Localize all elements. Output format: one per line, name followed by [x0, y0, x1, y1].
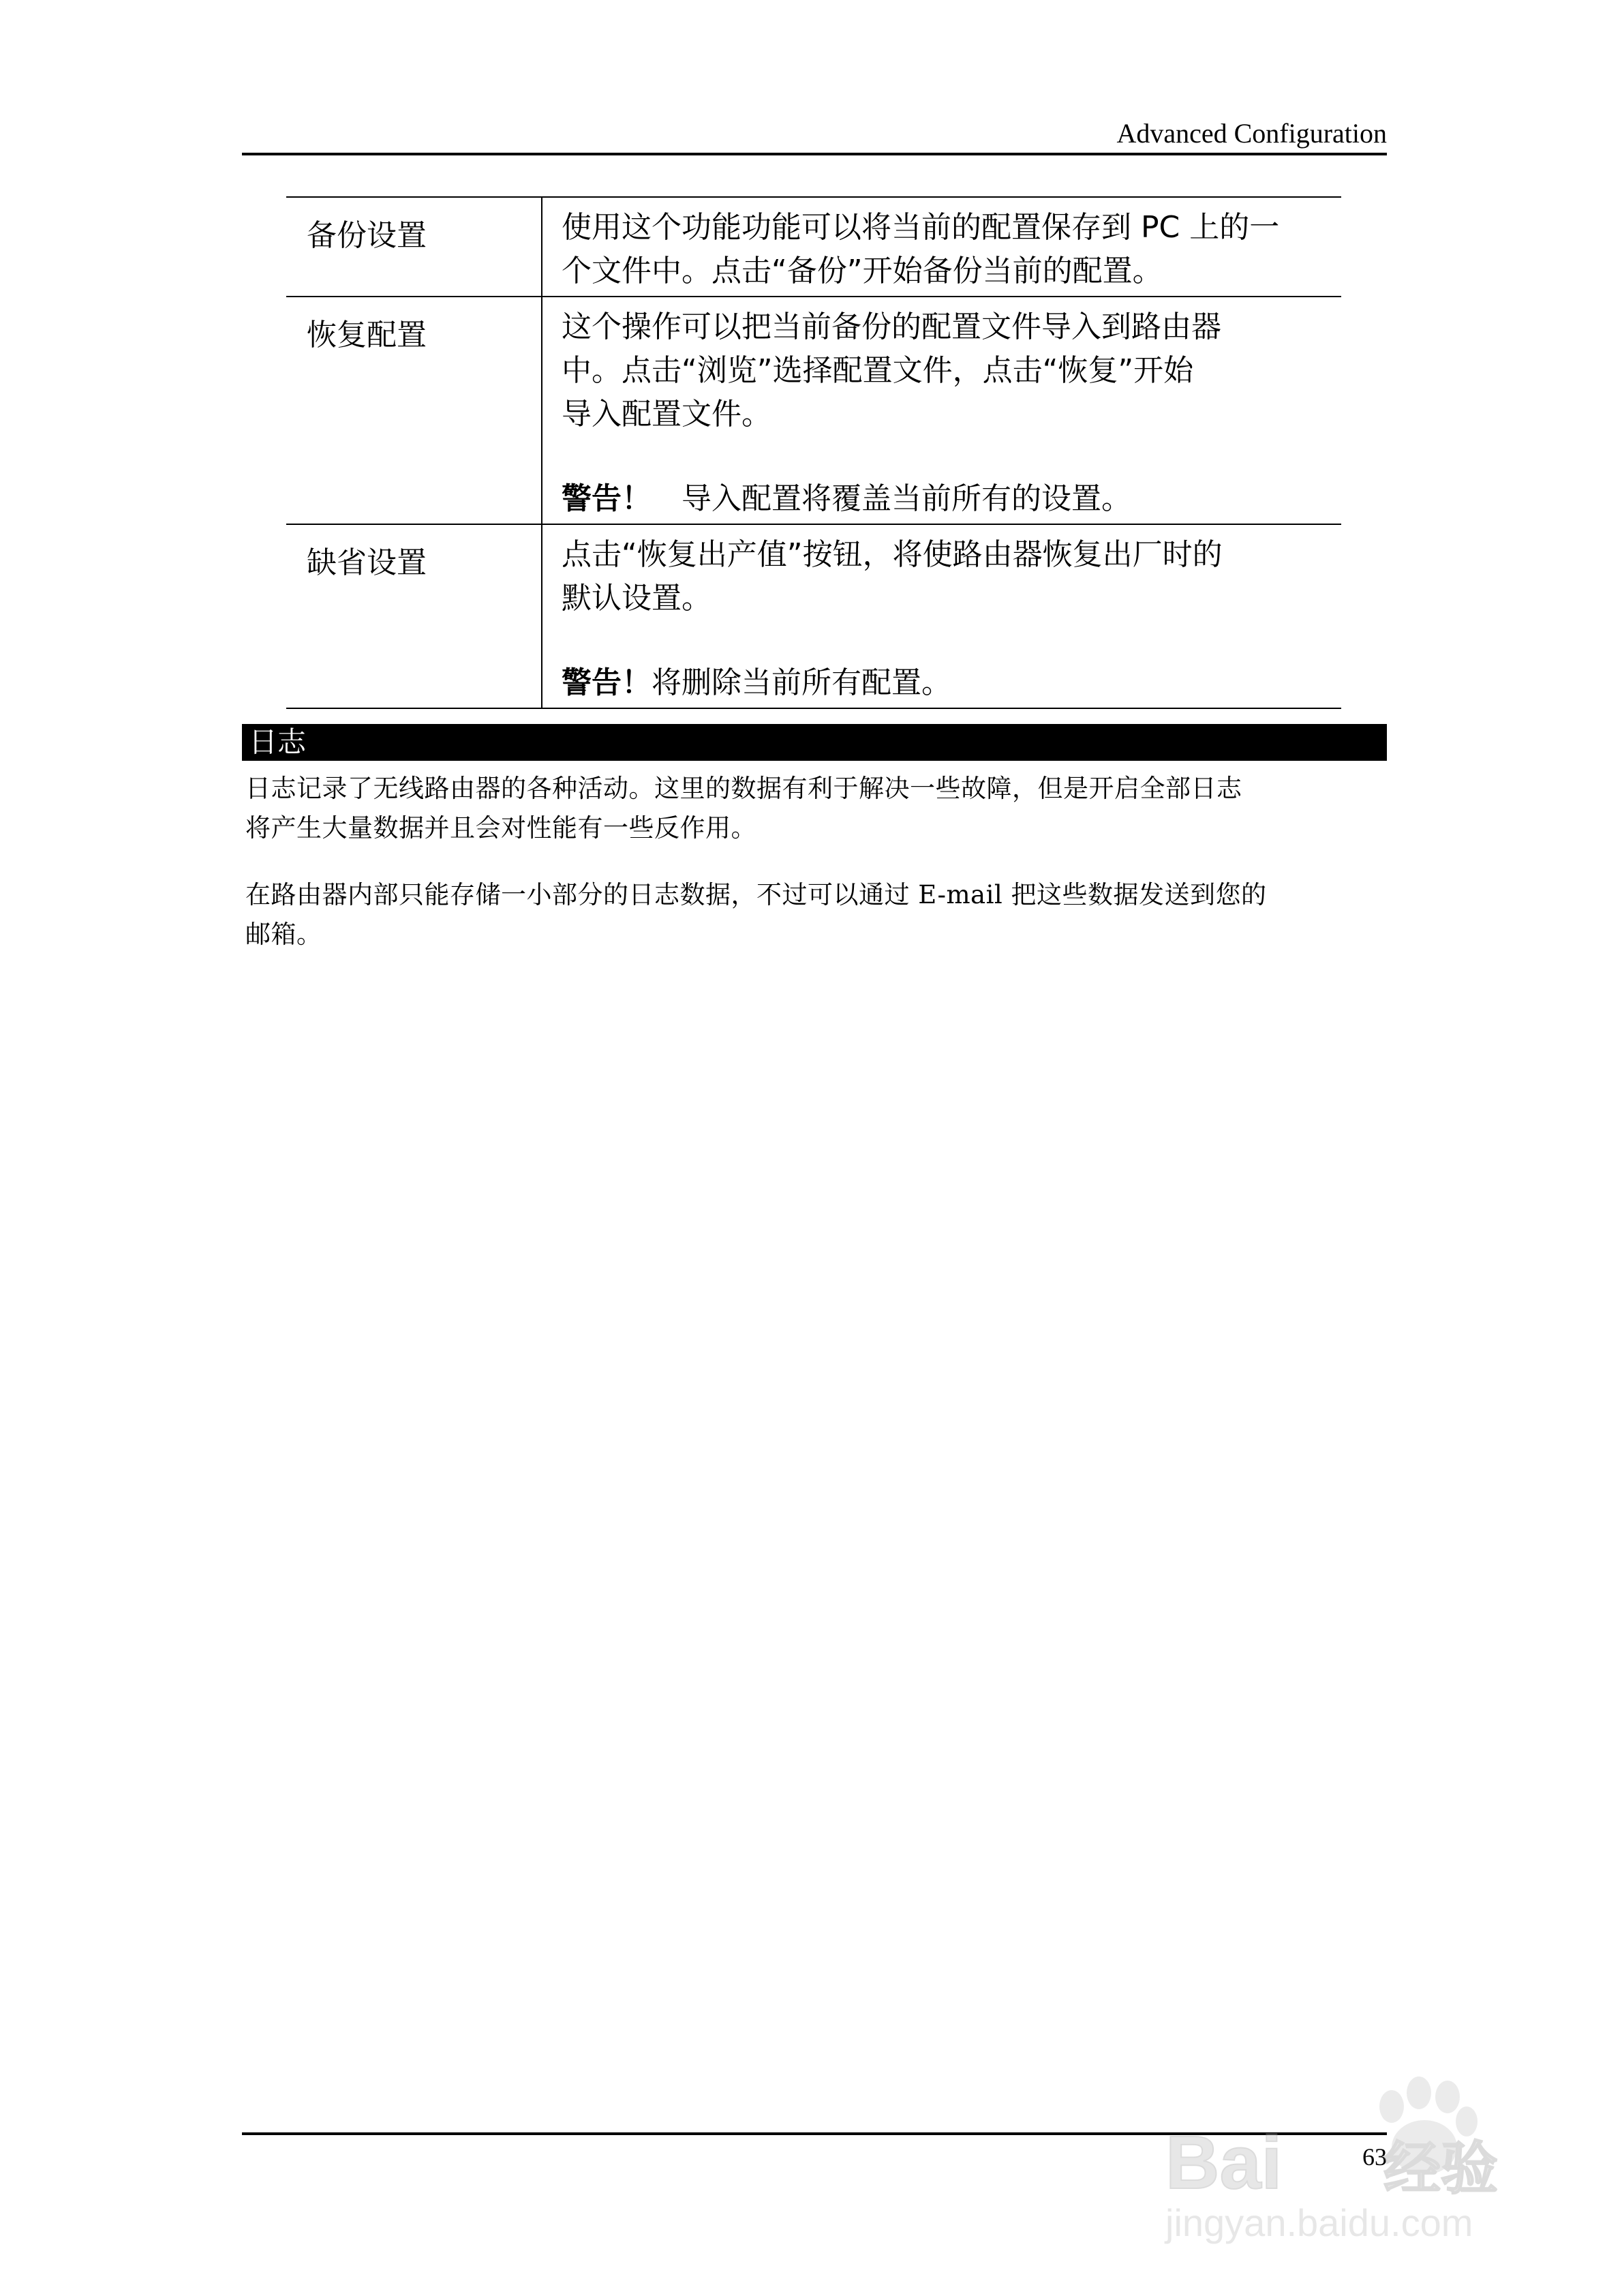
warning-label: 警告！ — [562, 665, 652, 700]
row-description — [542, 297, 1341, 524]
baidu-watermark-logo — [1152, 2045, 1533, 2250]
page-number: 63 — [1362, 2143, 1387, 2171]
description-line: 使用这个功能功能可以将当前的配置保存到 PC 上的一 — [562, 210, 1280, 245]
warning-label: 警告！ — [562, 481, 652, 516]
table-row — [286, 197, 1341, 297]
description-line: 中。点击“浏览”选择配置文件，点击“恢复”开始 — [562, 353, 1194, 388]
description-line: 这个操作可以把当前备份的配置文件导入到路由器 — [562, 309, 1221, 344]
warning-text: 导入配置将覆盖当前所有的设置。 — [652, 481, 1131, 516]
table-row — [286, 524, 1341, 708]
description-line: 点击“恢复出产值”按钮，将使路由器恢复出厂时的 — [562, 537, 1223, 572]
table-row — [286, 297, 1341, 524]
description-line: 个文件中。点击“备份”开始备份当前的配置。 — [562, 254, 1163, 288]
watermark-brand: Bai — [1165, 2121, 1283, 2205]
paw-icon — [1152, 2045, 1533, 2250]
watermark-url: jingyan.baidu.com — [1165, 2201, 1473, 2244]
watermark-brand-cn: 经验 — [1383, 2135, 1499, 2202]
description-line: 导入配置文件。 — [562, 397, 771, 432]
body-paragraph — [245, 875, 1390, 954]
paragraph-line: 日志记录了无线路由器的各种活动。这里的数据有利于解决一些故障，但是开启全部日志 — [245, 774, 1242, 803]
paragraph-gap — [562, 436, 1314, 477]
running-header: Advanced Configuration — [1116, 118, 1387, 149]
paragraph-line: 将产生大量数据并且会对性能有一些反作用。 — [245, 813, 756, 843]
section-heading-bar — [242, 724, 1387, 761]
paragraph-line: 邮箱。 — [245, 920, 322, 949]
row-label: 备份设置 — [286, 197, 542, 297]
paragraph-line: 在路由器内部只能存储一小部分的日志数据，不过可以通过 E-mail 把这些数据发送到您的 — [245, 880, 1267, 909]
settings-table — [286, 196, 1341, 709]
warning-line — [562, 661, 1314, 705]
header-rule — [242, 153, 1387, 155]
row-label: 恢复配置 — [286, 297, 542, 524]
row-description — [542, 197, 1341, 297]
warning-text: 将删除当前所有配置。 — [652, 665, 951, 700]
warning-line — [562, 477, 1314, 521]
paragraph-gap — [562, 620, 1314, 661]
section-title: 日志 — [249, 725, 307, 759]
description-line: 默认设置。 — [562, 581, 711, 616]
row-description — [542, 524, 1341, 708]
row-label: 缺省设置 — [286, 524, 542, 708]
body-paragraph — [245, 769, 1390, 848]
